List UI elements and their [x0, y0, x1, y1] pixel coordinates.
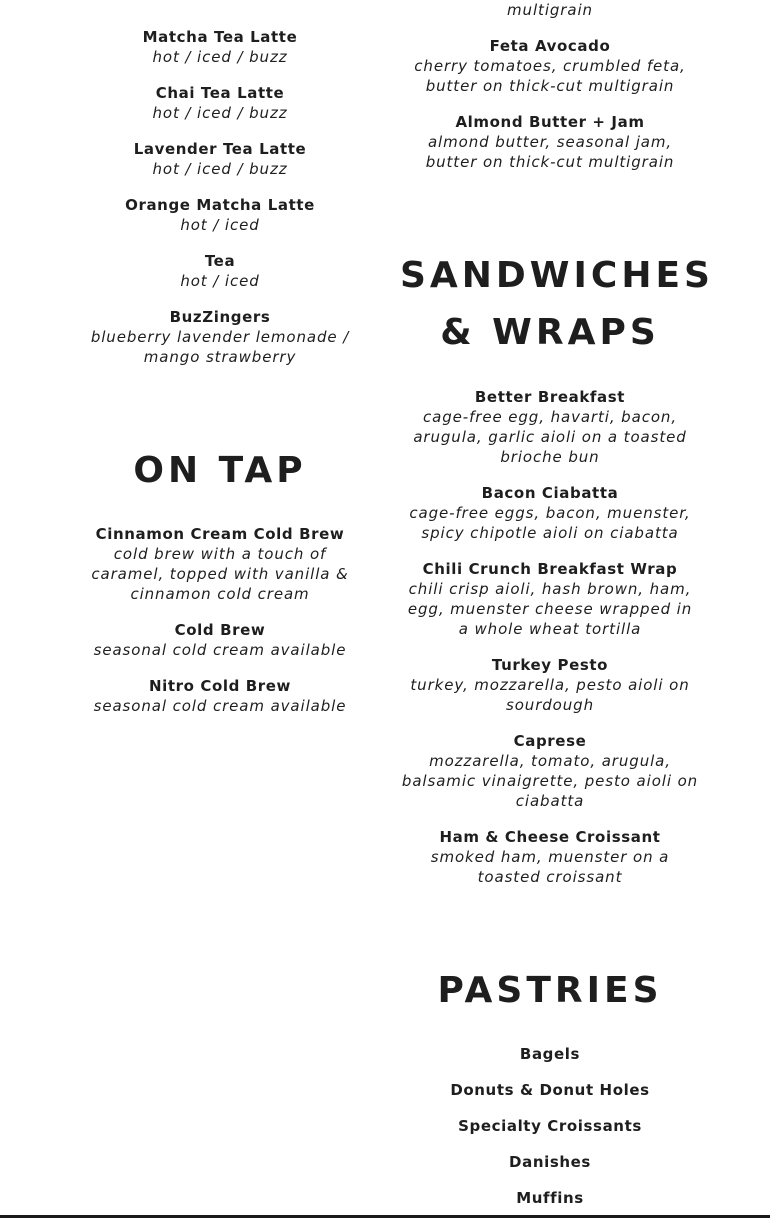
menu-item-matcha-tea-latte — [80, 27, 360, 67]
item-name: Specialty Croissants — [458, 1117, 642, 1135]
menu-item-orange-matcha-latte — [80, 195, 360, 235]
menu-item-bagels — [400, 1044, 700, 1064]
menu-item-specialty-croissants — [400, 1116, 700, 1136]
item-desc: chili crisp aioli, hash brown, ham, egg, muenster cheese wrapped in a whole wheat tortilla — [407, 580, 693, 638]
menu-item-ham-cheese-croissant — [400, 827, 700, 887]
menu-item-danishes — [400, 1152, 700, 1172]
item-name: Tea — [204, 252, 236, 270]
item-name: Better Breakfast — [474, 388, 626, 406]
menu-item-better-breakfast — [400, 387, 700, 467]
menu-item-muffins — [400, 1188, 700, 1208]
item-name: Muffins — [516, 1189, 584, 1207]
item-name: Cinnamon Cream Cold Brew — [95, 525, 345, 543]
item-name: BuzZingers — [169, 308, 271, 326]
item-name: Lavender Tea Latte — [133, 140, 307, 158]
item-desc: multigrain — [507, 1, 593, 19]
item-desc: turkey, mozzarella, pesto aioli on sourdough — [410, 676, 690, 714]
menu-item-lavender-tea-latte — [80, 139, 360, 179]
left-column — [80, 0, 360, 1218]
menu-item-feta-avocado — [400, 36, 700, 96]
item-name: Ham & Cheese Croissant — [439, 828, 661, 846]
menu-item-caprese — [400, 731, 700, 811]
item-name: Matcha Tea Latte — [142, 28, 298, 46]
section-heading-sandwiches-wraps — [400, 247, 714, 361]
item-name: Bacon Ciabatta — [481, 484, 619, 502]
menu-item-donuts — [400, 1080, 700, 1100]
item-name: Chili Crunch Breakfast Wrap — [422, 560, 678, 578]
item-name: Almond Butter + Jam — [455, 113, 645, 131]
item-desc: cherry tomatoes, crumbled feta, butter on thick-cut multigrain — [414, 57, 686, 95]
section-heading-pastries: PASTRIES — [437, 970, 663, 1011]
item-desc: cage-free egg, havarti, bacon, arugula, garlic aioli on a toasted brioche bun — [413, 408, 687, 466]
item-desc: cold brew with a touch of caramel, topped with vanilla & cinnamon cold cream — [91, 545, 349, 603]
item-desc: blueberry lavender lemonade / mango strawberry — [90, 328, 350, 366]
item-name: Cold Brew — [174, 621, 266, 639]
item-desc: mozzarella, tomato, arugula, balsamic vinaigrette, pesto aioli on ciabatta — [401, 752, 699, 810]
item-name: Feta Avocado — [489, 37, 611, 55]
item-desc: smoked ham, muenster on a toasted croissant — [430, 848, 670, 886]
menu-item-buzzingers — [80, 307, 360, 367]
menu-item-chai-tea-latte — [80, 83, 360, 123]
item-name: Turkey Pesto — [491, 656, 609, 674]
menu-item-turkey-pesto — [400, 655, 700, 715]
item-desc: hot / iced — [180, 216, 260, 234]
item-name: Caprese — [513, 732, 587, 750]
item-desc: seasonal cold cream available — [93, 697, 347, 715]
item-name: Danishes — [509, 1153, 591, 1171]
section-heading-on-tap: ON TAP — [133, 450, 307, 491]
item-desc: hot / iced / buzz — [152, 160, 288, 178]
item-name: Bagels — [519, 1045, 581, 1063]
menu-item-cold-brew — [80, 620, 360, 660]
item-desc: seasonal cold cream available — [93, 641, 347, 659]
menu-item-chili-crunch-breakfast-wrap — [400, 559, 700, 639]
item-desc: almond butter, seasonal jam, butter on thick-cut multigrain — [425, 133, 675, 171]
menu-item-bacon-ciabatta — [400, 483, 700, 543]
menu-item-nitro-cold-brew — [80, 676, 360, 716]
item-name: Donuts & Donut Holes — [450, 1081, 650, 1099]
heading-line: SANDWICHES — [400, 255, 714, 296]
menu-item-cut-off-top — [400, 0, 700, 20]
menu-item-tea — [80, 251, 360, 291]
menu-item-almond-butter-jam — [400, 112, 700, 172]
heading-line: & WRAPS — [440, 312, 660, 353]
item-desc: hot / iced / buzz — [152, 48, 288, 66]
item-name: Orange Matcha Latte — [125, 196, 315, 214]
right-column — [400, 0, 714, 1218]
item-name: Chai Tea Latte — [155, 84, 285, 102]
item-desc: hot / iced / buzz — [152, 104, 288, 122]
item-desc: cage-free eggs, bacon, muenster, spicy chipotle aioli on ciabatta — [409, 504, 691, 542]
menu-item-cinnamon-cream-cold-brew — [80, 524, 360, 604]
item-name: Nitro Cold Brew — [148, 677, 292, 695]
item-desc: hot / iced — [180, 272, 260, 290]
